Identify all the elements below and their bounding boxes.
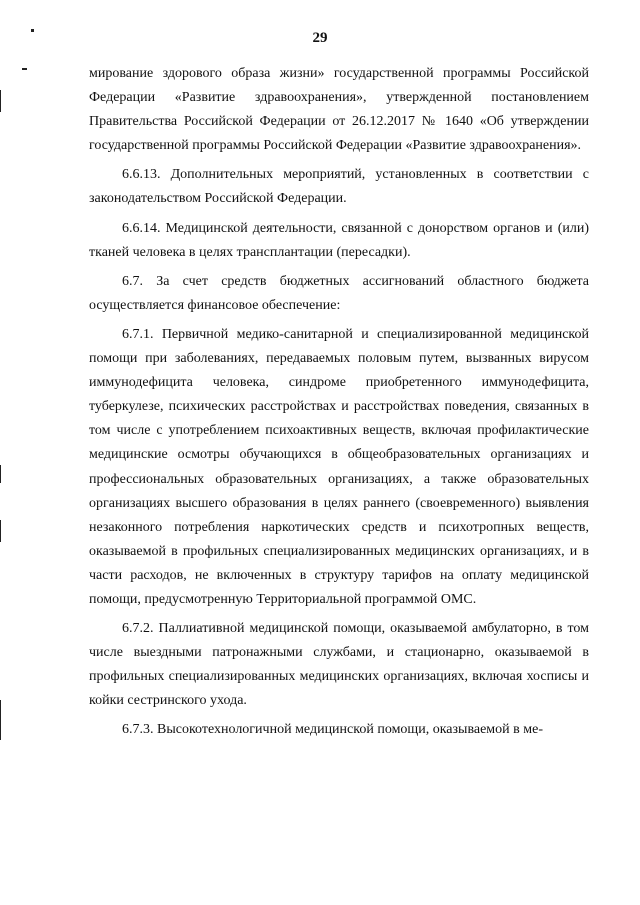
paragraph-6-6-13: 6.6.13. Дополнительных мероприятий, установленных в соответствии с законодательством Российской Федерации. bbox=[89, 167, 589, 207]
scan-artifact-edge-middle-2 bbox=[0, 520, 1, 542]
paragraph-6-7: 6.7. За счет средств бюджетных ассигнований областного бюджета осуществляется финансовое обеспечение: bbox=[89, 273, 589, 313]
paragraph-6-6-14: 6.6.14. Медицинской деятельности, связанной с донорством органов и (или) тканей человека в целях трансплантации (пересадки). bbox=[89, 220, 589, 260]
scan-artifact-edge-middle bbox=[0, 465, 1, 483]
paragraph-6-7-1: 6.7.1. Первичной медико-санитарной и специализированной медицинской помощи при заболеваниях, передаваемых половым путем, вызванных вирусом иммунодефицита человека, синдроме приобретенного иммунодефицита, туберкулезе, психических расстройствах и расстройствах поведения, связанных в том числе с употреблением психоактивных веществ, включая профилактические медицинские осмотры обучающихся в общеобразовательных организациях и профессиональных образовательных организациях, а также образовательных организациях высшего образования в целях раннего (своевременного) выявления незаконного потребления наркотических средств и психотропных веществ, оказываемой в профильных специализированных медицинских организациях, и в части расходов, не включенных в структуру тарифов на оплату медицинской помощи, предусмотренную Территориальной программой ОМС. bbox=[89, 326, 589, 607]
paragraph-6-7-3: 6.7.3. Высокотехнологичной медицинской помощи, оказываемой в ме- bbox=[122, 722, 543, 738]
scan-artifact-edge-bottom bbox=[0, 700, 1, 740]
paragraph-6-7-2: 6.7.2. Паллиативной медицинской помощи, оказываемой амбулаторно, в том числе выездными патронажными службами, и стационарно, оказываемой в профильных специализированных медицинских организациях, включая хосписы и койки сестринского ухода. bbox=[89, 621, 589, 709]
page-number: 29 bbox=[312, 30, 328, 46]
scan-artifact-dash bbox=[22, 68, 27, 70]
document-body bbox=[89, 62, 589, 748]
paragraph-continuation: мирование здорового образа жизни» государственной программы Российской Федерации «Развитие здравоохранения», утвержденной постановлением Правительства Российской Федерации от 26.12.2017 № 1640 «Об утверждении государственной программы Российской Федерации «Развитие здравоохранения». bbox=[89, 66, 589, 154]
scan-artifact-edge-top bbox=[0, 90, 1, 112]
